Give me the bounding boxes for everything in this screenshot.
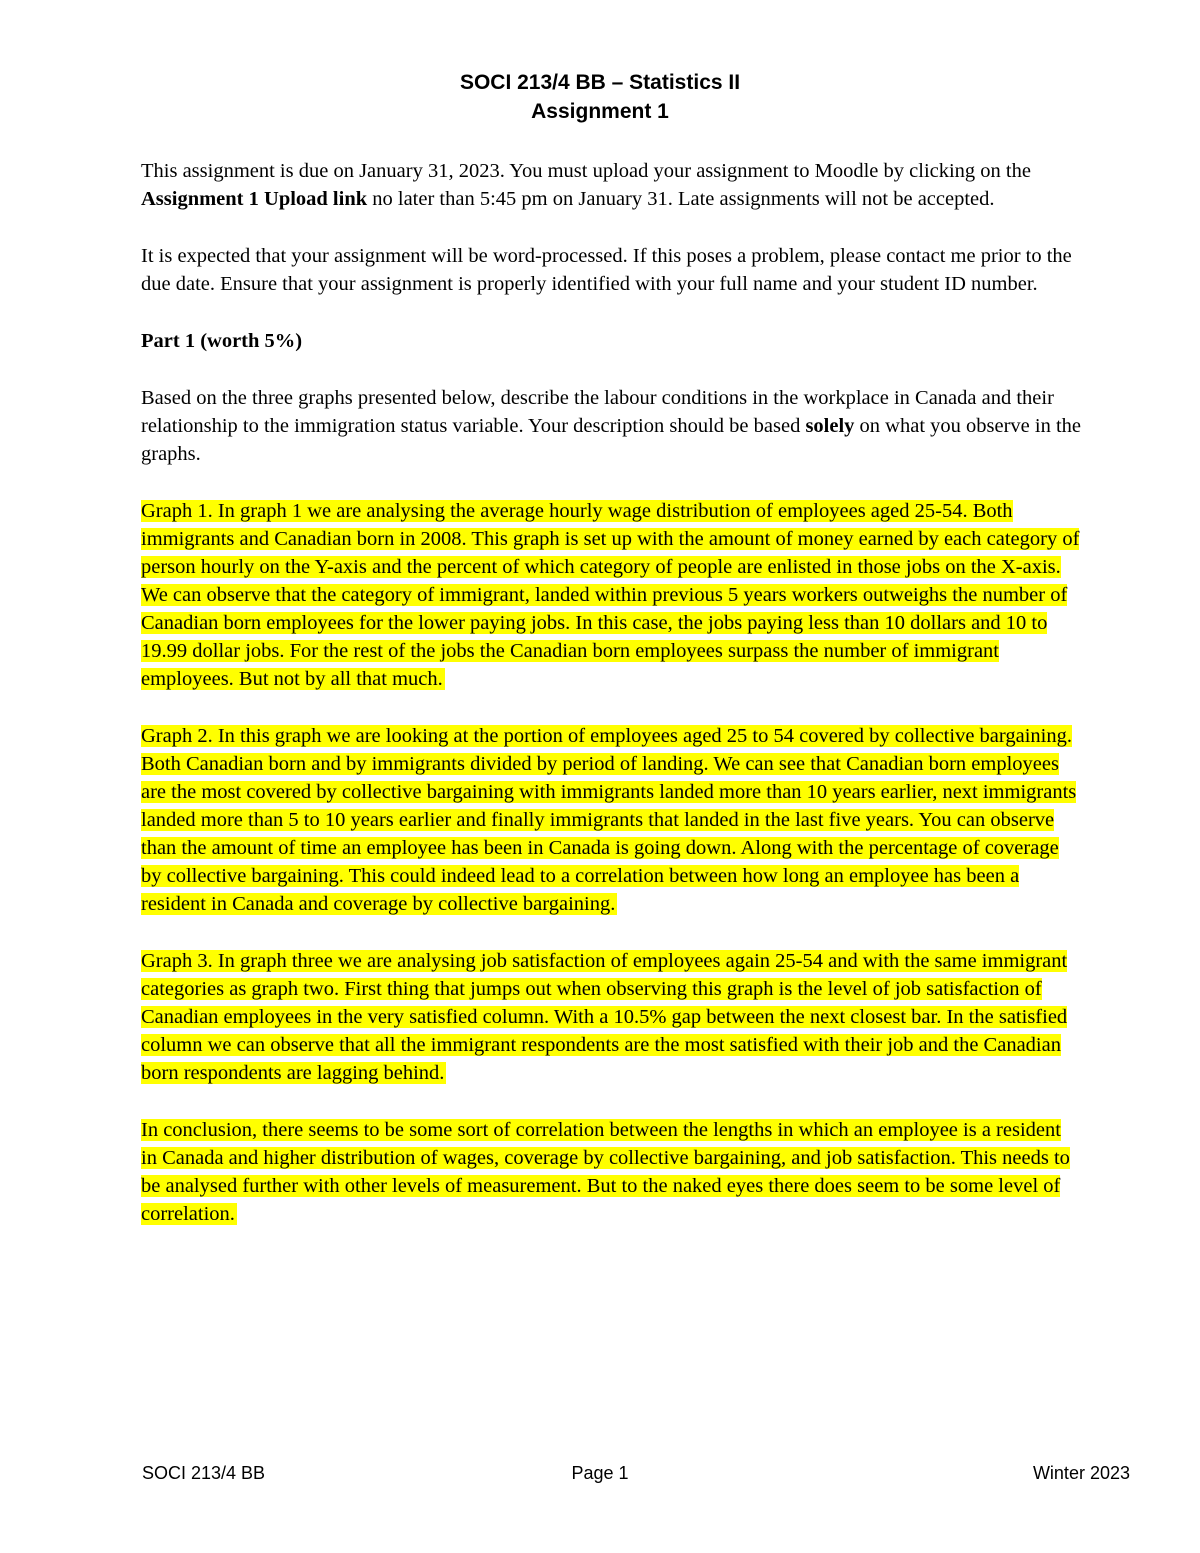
- instructions-text-b: on what you observe in the graphs.: [141, 415, 1082, 465]
- intro-paragraph-word-processed: It is expected that your assignment will be word-processed. If this poses a problem, please contact me prior to the due date. Ensure that your assignment is properly identified with your full name and your student ID number.: [141, 245, 1072, 295]
- footer-term: Winter 2023: [1032, 1463, 1130, 1483]
- course-title: SOCI 213/4 BB – Statistics II: [459, 71, 741, 94]
- part1-instructions: [141, 384, 1081, 468]
- assignment-title: Assignment 1: [531, 100, 669, 123]
- answer-graph2-text: Graph 2. In this graph we are looking at the portion of employees aged 25 to 54 covered by collective bargaining. Both Canadian born and by immigrants divided by period of landing. We can see that Canadian born employees are the most covered by collective bargaining with immigrants landed more than 10 years earlier, next immigrants landed more than 5 to 10 years earlier and finally immigrants that landed in the last five years. You can observe than the amount of time an employee has been in Canada is going down. Along with the percentage of coverage by collective bargaining. This could indeed lead to a correlation between how long an employee has been a resident in Canada and coverage by collective bargaining.: [141, 725, 1077, 915]
- answer-graph1-text: Graph 1. In graph 1 we are analysing the average hourly wage distribution of employees aged 25-54. Both immigrants and Canadian born in 2008. This graph is set up with the amount of money earned by each category of person hourly on the Y-axis and the percent of which category of people are enlisted in those jobs on the X-axis. We can observe that the category of immigrant, landed within previous 5 years workers outweighs the number of Canadian born employees for the lower paying jobs. In this case, the jobs paying less than 10 dollars and 10 to 19.99 dollar jobs. For the rest of the jobs the Canadian born employees surpass the number of immigrant employees. But not by all that much.: [141, 500, 1080, 690]
- answer-graph1: [141, 497, 1081, 693]
- answer-conclusion-text: In conclusion, there seems to be some sort of correlation between the lengths in which an employee is a resident in Canada and higher distribution of wages, coverage by collective bargaining, and job satisfaction. This needs to be analysed further with other levels of measurement. But to the naked eyes there does seem to be some level of correlation.: [141, 1119, 1070, 1225]
- answer-graph3: [141, 947, 1081, 1087]
- footer-course-code: SOCI 213/4 BB: [142, 1463, 266, 1483]
- answer-graph2: [141, 722, 1081, 918]
- document-header: [0, 68, 1200, 126]
- document-body: [141, 157, 1081, 1257]
- footer-page-number: Page 1: [571, 1463, 629, 1483]
- answer-conclusion: [141, 1116, 1081, 1228]
- intro-text-b: no later than 5:45 pm on January 31. Late assignments will not be accepted.: [367, 188, 995, 210]
- document-footer: [0, 1461, 1200, 1485]
- answer-graph3-text: Graph 3. In graph three we are analysing job satisfaction of employees again 25-54 and with the same immigrant categories as graph two. First thing that jumps out when observing this graph is the level of job satisfaction of Canadian employees in the very satisfied column. With a 10.5% gap between the next closest bar. In the satisfied column we can observe that all the immigrant respondents are the most satisfied with their job and the Canadian born respondents are lagging behind.: [141, 950, 1068, 1084]
- instructions-text-a: Based on the three graphs presented below, describe the labour conditions in the workplace in Canada and their relationship to the immigration status variable. Your description should be based: [141, 387, 1054, 437]
- intro-text-a: This assignment is due on January 31, 2023. You must upload your assignment to Moodle by clicking on the: [141, 160, 1031, 182]
- upload-link-text: Assignment 1 Upload link: [141, 188, 368, 210]
- intro-paragraph-due-date: [141, 157, 1081, 213]
- instructions-bold-word: solely: [805, 415, 855, 437]
- part1-heading: Part 1 (worth 5%): [141, 330, 303, 352]
